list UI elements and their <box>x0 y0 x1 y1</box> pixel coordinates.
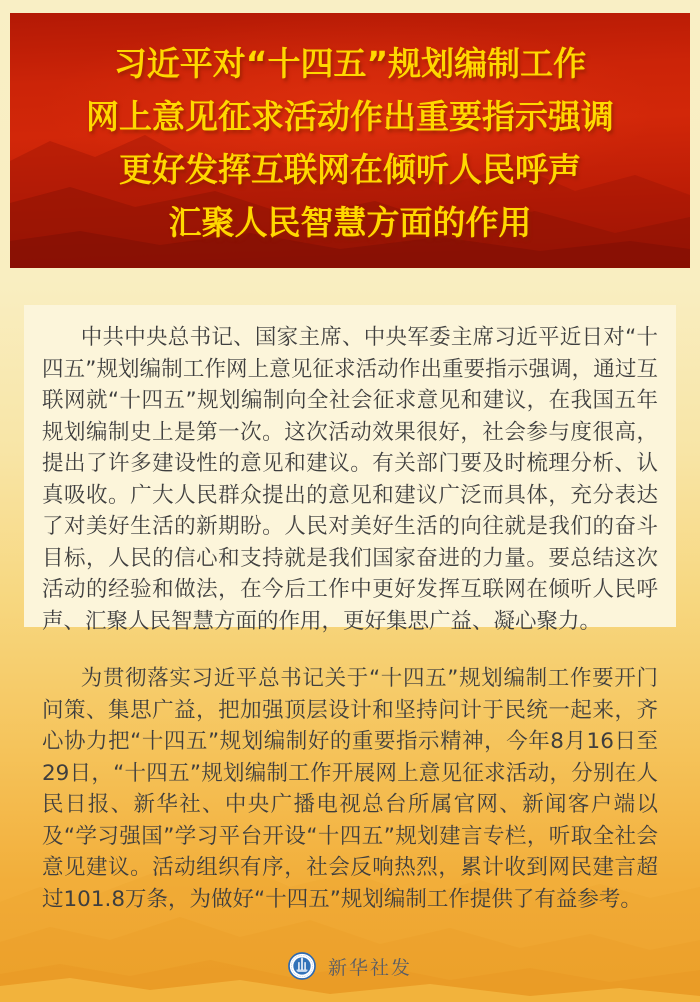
xinhua-emblem-icon <box>288 952 316 980</box>
credit-text: 新华社发 <box>327 956 412 979</box>
credit-line <box>0 949 700 983</box>
paragraph-instruction: 中共中央总书记、国家主席、中央军委主席习近平近日对“十四五”规划编制工作网上意见征求活动作出重要指示强调，通过互联网就“十四五”规划编制向全社会征求意见和建议，在我国五年规划编制史上是第一次。这次活动效果很好，社会参与度很高，提出了许多建设性的意见和建议。有关部门要及时梳理分析、认真吸收。广大人民群众提出的意见和建议广泛而具体，充分表达了对美好生活的新期盼。人民对美好生活的向往就是我们的奋斗目标，人民的信心和支持就是我们国家奋进的力量。要总结这次活动的经验和做法，在今后工作中更好发挥互联网在倾听人民呼声、汇聚人民智慧方面的作用，更好集思广益、凝心聚力。 <box>42 325 658 634</box>
background-paragraph-container <box>42 663 658 915</box>
header-banner <box>10 13 690 268</box>
page-title <box>10 13 690 249</box>
title-line-4: 汇聚人民智慧方面的作用 <box>168 203 532 242</box>
title-line-2: 网上意见征求活动作出重要指示强调 <box>86 97 614 136</box>
title-line-1: 习近平对“十四五”规划编制工作 <box>113 44 587 83</box>
title-line-3: 更好发挥互联网在倾听人民呼声 <box>119 150 581 189</box>
instruction-text-box <box>24 305 676 634</box>
paragraph-background: 为贯彻落实习近平总书记关于“十四五”规划编制工作要开门问策、集思广益，把加强顶层设计和坚持问计于民统一起来，齐心协力把“十四五”规划编制好的重要指示精神，今年8月16日至29日，“十四五”规划编制工作开展网上意见征求活动，分别在人民日报、新华社、中央广播电视总台所属官网、新闻客户端以及“学习强国”学习平台开设“十四五”规划建言专栏，听取全社会意见建议。活动组织有序，社会反响热烈，累计收到网民建言超过101.8万条，为做好“十四五”规划编制工作提供了有益参考。 <box>42 666 658 912</box>
